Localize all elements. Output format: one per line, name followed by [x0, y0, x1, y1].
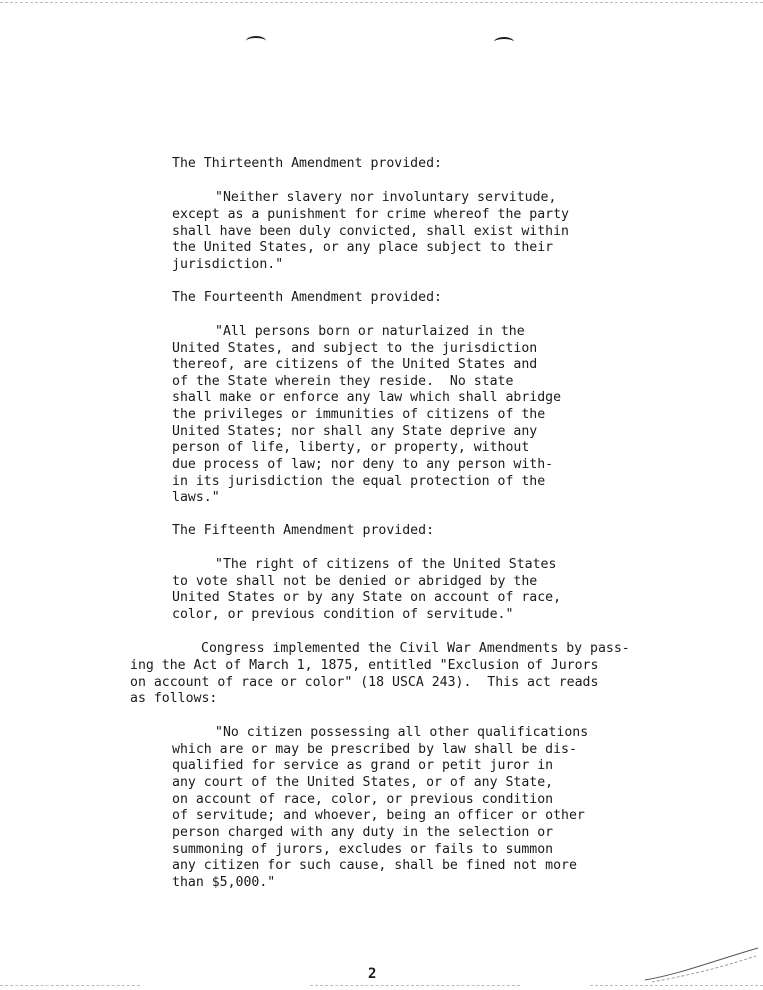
act-quote-line: summoning of jurors, excludes or fails to summon: [172, 842, 554, 857]
congress-paragraph-line: ing the Act of March 1, 1875, entitled "Exclusion of Jurors: [130, 658, 599, 673]
fourteenth-quote-line: the privileges or immunities of citizens of the: [172, 407, 546, 422]
fifteenth-quote-line: United States or by any State on account of race,: [172, 590, 562, 605]
act-quote-line: "No citizen possessing all other qualifications: [215, 725, 589, 740]
fourteenth-quote-line: shall make or enforce any law which shall abridge: [172, 390, 562, 405]
bottom-edge-dashes-right: [590, 985, 763, 986]
congress-paragraph-line: Congress implemented the Civil War Amendments by pass-: [201, 641, 630, 656]
thirteenth-quote-line: jurisdiction.": [172, 257, 284, 272]
bottom-edge-dashes-mid: [310, 985, 520, 986]
thirteenth-quote-line: shall have been duly convicted, shall exist within: [172, 224, 569, 239]
fourteenth-quote-line: in its jurisdiction the equal protection of the: [172, 474, 546, 489]
act-quote-line: of servitude; and whoever, being an officer or other: [172, 808, 585, 823]
fifteenth-quote-line: color, or previous condition of servitude.": [172, 607, 514, 622]
page-number: 2: [368, 966, 377, 982]
fourteenth-quote-line: laws.": [172, 490, 220, 505]
hole-punch-mark-right: [494, 37, 514, 47]
act-quote-line: which are or may be prescribed by law shall be dis-: [172, 742, 577, 757]
act-quote-line: than $5,000.": [172, 875, 276, 890]
act-quote-line: on account of race, color, or previous condition: [172, 792, 554, 807]
fourteenth-quote-line: United States; nor shall any State deprive any: [172, 424, 538, 439]
fourteenth-quote-line: thereof, are citizens of the United States and: [172, 357, 538, 372]
top-edge-dashes: [0, 2, 763, 3]
fifteenth-heading: The Fifteenth Amendment provided:: [172, 523, 435, 538]
fourteenth-quote-line: of the State wherein they reside. No state: [172, 374, 514, 389]
thirteenth-quote-line: "Neither slavery nor involuntary servitude,: [215, 190, 557, 205]
hole-punch-mark-left: [246, 36, 266, 46]
thirteenth-quote-line: the United States, or any place subject to their: [172, 240, 554, 255]
thirteenth-quote-line: except as a punishment for crime whereof the party: [172, 207, 569, 222]
fourteenth-quote-line: person of life, liberty, or property, without: [172, 440, 530, 455]
act-quote-line: any court of the United States, or of any State,: [172, 775, 554, 790]
fourteenth-quote-line: United States, and subject to the jurisdiction: [172, 341, 538, 356]
act-quote-line: any citizen for such cause, shall be fined not more: [172, 858, 577, 873]
fourteenth-quote-line: due process of law; nor deny to any person with-: [172, 457, 554, 472]
fourteenth-quote-line: "All persons born or naturlaized in the: [215, 324, 525, 339]
act-quote-line: person charged with any duty in the selection or: [172, 825, 554, 840]
pen-stroke-mark: [640, 940, 760, 985]
congress-paragraph-line: on account of race or color" (18 USCA 243). This act reads: [130, 675, 599, 690]
bottom-edge-dashes-left: [0, 985, 140, 986]
fourteenth-heading: The Fourteenth Amendment provided:: [172, 290, 442, 305]
act-quote-line: qualified for service as grand or petit juror in: [172, 758, 554, 773]
fifteenth-quote-line: "The right of citizens of the United States: [215, 557, 557, 572]
fifteenth-quote-line: to vote shall not be denied or abridged by the: [172, 574, 538, 589]
congress-paragraph-line: as follows:: [130, 691, 218, 706]
thirteenth-heading: The Thirteenth Amendment provided:: [172, 156, 442, 171]
